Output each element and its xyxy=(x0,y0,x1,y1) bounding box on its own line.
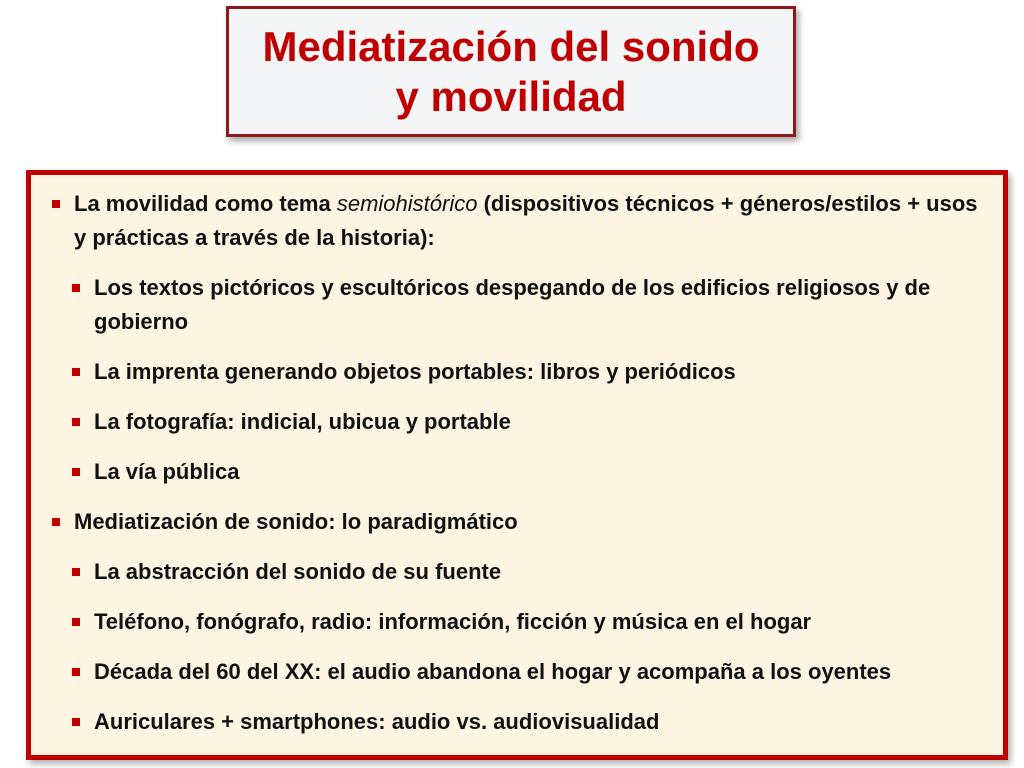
bullet-text: La vía pública xyxy=(94,459,240,484)
bullet-item xyxy=(41,555,993,589)
bullet-text-suffix: (dispositivos técnicos + géneros/estilos + usos y prácticas a través de la historia): xyxy=(74,191,978,250)
square-bullet-icon xyxy=(72,468,80,476)
bullet-item xyxy=(41,455,993,489)
bullet-text: La fotografía: indicial, ubicua y portable xyxy=(94,409,511,434)
square-bullet-icon xyxy=(52,518,60,526)
bullet-text: Teléfono, fonógrafo, radio: información, ficción y música en el hogar xyxy=(94,609,812,634)
bullet-text: Mediatización de sonido: lo paradigmático xyxy=(74,509,518,534)
square-bullet-icon xyxy=(72,418,80,426)
square-bullet-icon xyxy=(52,200,60,208)
bullet-list xyxy=(41,187,993,755)
bullet-text-italic: semiohistórico xyxy=(336,191,478,216)
bullet-text: Auriculares + smartphones: audio vs. audiovisualidad xyxy=(94,709,660,734)
bullet-text: La imprenta generando objetos portables: libros y periódicos xyxy=(94,359,736,384)
bullet-item xyxy=(41,705,993,739)
square-bullet-icon xyxy=(72,668,80,676)
bullet-item xyxy=(41,271,993,339)
bullet-text: Los textos pictóricos y escultóricos despegando de los edificios religiosos y de gobierno xyxy=(94,275,931,334)
bullet-item xyxy=(41,187,993,255)
square-bullet-icon xyxy=(72,284,80,292)
bullet-text: La abstracción del sonido de su fuente xyxy=(94,559,502,584)
bullet-item xyxy=(41,505,993,539)
square-bullet-icon xyxy=(72,618,80,626)
content-box xyxy=(26,170,1008,760)
title-line-1: Mediatización del sonido xyxy=(262,22,760,70)
bullet-item xyxy=(41,655,993,689)
bullet-item xyxy=(41,405,993,439)
bullet-item xyxy=(41,605,993,639)
bullet-item xyxy=(41,355,993,389)
square-bullet-icon xyxy=(72,368,80,376)
bullet-text-prefix: La movilidad como tema xyxy=(74,191,337,216)
square-bullet-icon xyxy=(72,718,80,726)
title-box xyxy=(226,6,796,137)
square-bullet-icon xyxy=(72,568,80,576)
bullet-text: Década del 60 del XX: el audio abandona el hogar y acompaña a los oyentes xyxy=(94,659,892,684)
title-line-2: y movilidad xyxy=(395,72,627,120)
